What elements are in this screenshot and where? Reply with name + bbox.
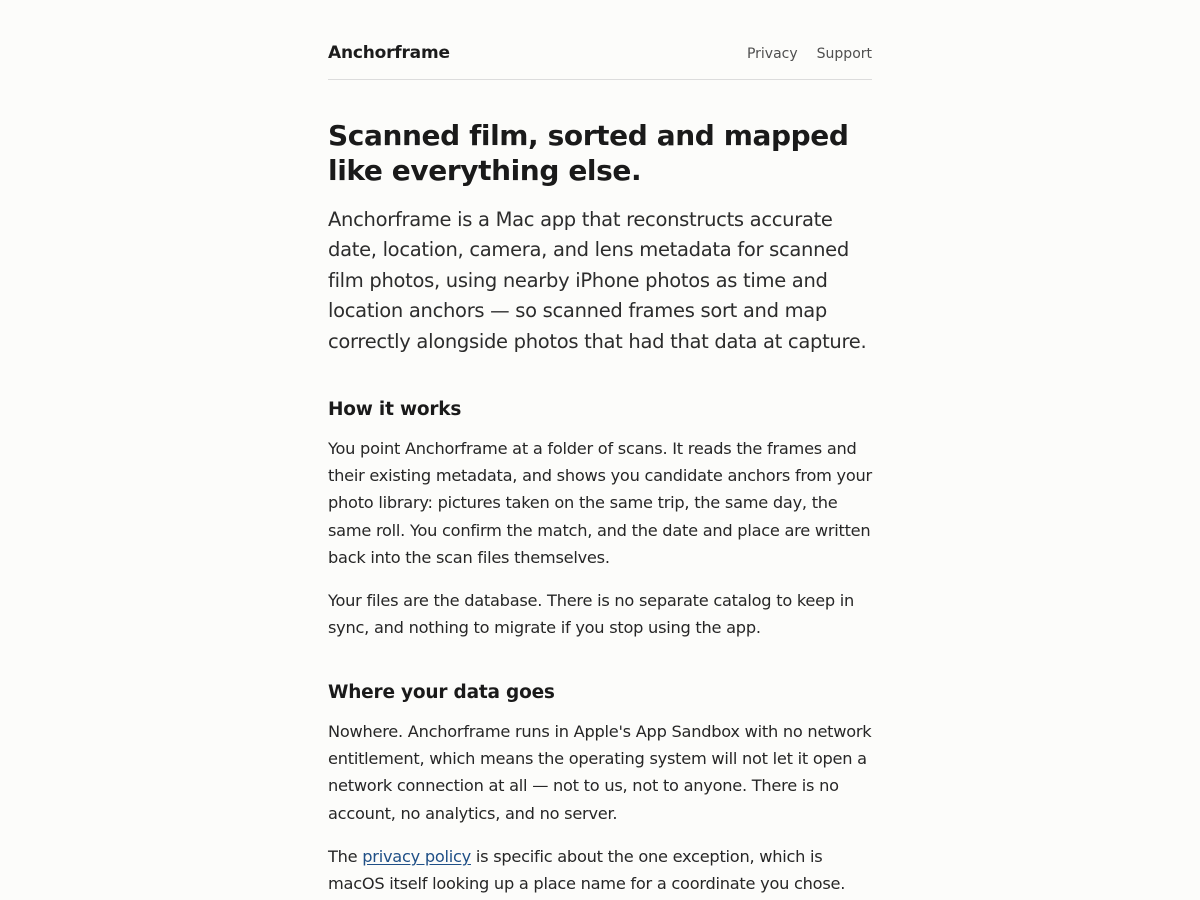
page-content: [328, 0, 872, 894]
data-paragraph-1: Nowhere. Anchorframe runs in Apple's App Sandbox with no network entitlement, which means the operating system will not let it open a network connection at all — not to us, not to anyone. There is no account, no analytics, and no server.: [328, 722, 872, 823]
page-title: Scanned film, sorted and mapped like everything else.: [328, 119, 849, 187]
how-it-works-paragraph-1: You point Anchorframe at a folder of scans. It reads the frames and their existing metadata, and shows you candidate anchors from your photo library: pictures taken on the same trip, the same day, the same roll. You confirm the match, and the date and place are written back into the scan files themselves.: [328, 439, 872, 567]
nav-link-privacy[interactable]: Privacy: [746, 46, 798, 62]
data-paragraph-2-suffix: is specific about the one exception, which is macOS itself looking up a place name for a coordinate you chose.: [328, 847, 846, 894]
heading-how-it-works: How it works: [328, 399, 462, 420]
how-it-works-paragraph-2: Your files are the database. There is no separate catalog to keep in sync, and nothing to migrate if you stop using the app.: [328, 591, 855, 638]
data-paragraph-2-prefix: The: [328, 847, 363, 866]
top-nav: [747, 45, 872, 63]
brand-logo-link[interactable]: Anchorframe: [328, 43, 450, 63]
data-paragraph-2: [328, 843, 872, 897]
intro-paragraph: Anchorframe is a Mac app that reconstructs accurate date, location, camera, and lens metadata for scanned film photos, using nearby iPhone photos as time and location anchors — so scanned frames sort and map correctly alongside photos that had that data at capture.: [328, 208, 867, 353]
site-header: [328, 0, 872, 80]
privacy-policy-link[interactable]: privacy policy: [362, 847, 471, 866]
heading-where-your-data-goes: Where your data goes: [328, 682, 555, 703]
nav-link-support[interactable]: Support: [816, 46, 872, 62]
